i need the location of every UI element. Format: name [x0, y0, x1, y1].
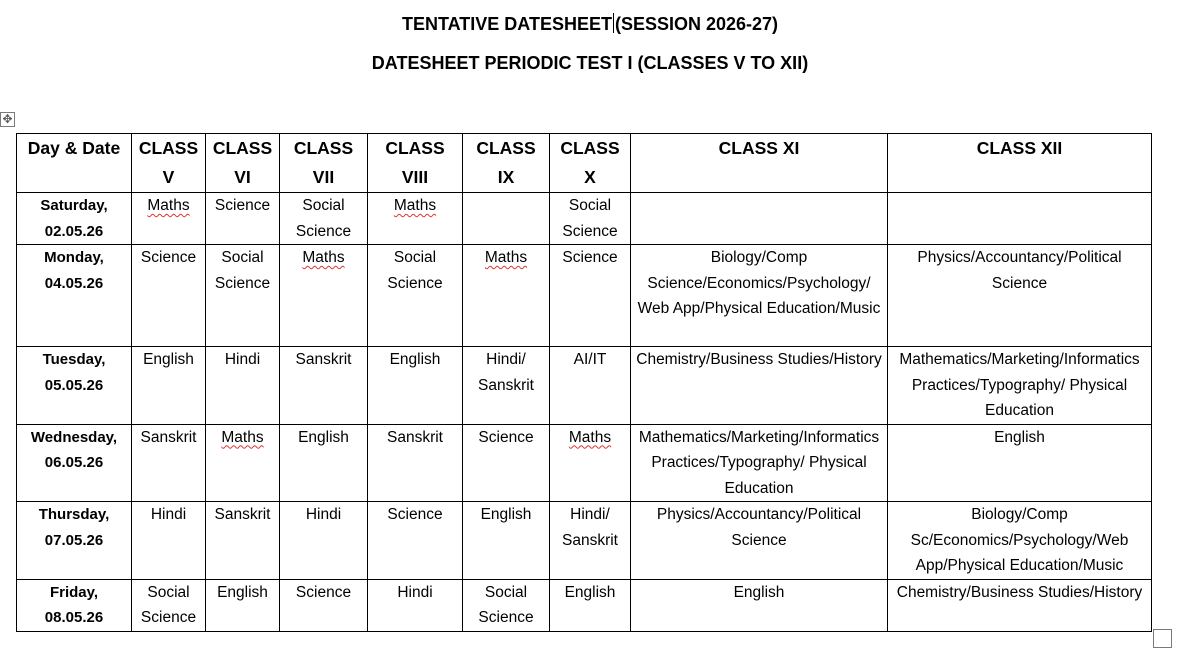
subject-cell[interactable]: AI/IT: [550, 347, 631, 425]
day-date-cell[interactable]: [17, 424, 132, 502]
day-label: Monday,: [44, 249, 104, 266]
subject-cell[interactable]: Biology/Comp Science/Economics/Psychology/ Web App/Physical Education/Music: [631, 245, 888, 347]
subject-cell[interactable]: English: [550, 579, 631, 631]
date-label: 04.05.26: [44, 274, 104, 292]
subject-cell[interactable]: Science: [550, 245, 631, 347]
subject-cell[interactable]: English: [888, 424, 1152, 502]
table-row: [17, 424, 1152, 502]
subject-cell[interactable]: Science: [132, 245, 206, 347]
subject-cell[interactable]: Social Science: [550, 193, 631, 245]
date-label: 02.05.26: [44, 222, 104, 240]
header-cell[interactable]: CLASS V: [132, 134, 206, 193]
subject-cell[interactable]: [550, 424, 631, 502]
subject-text: Maths: [568, 428, 612, 446]
subject-cell[interactable]: Social Science: [368, 245, 463, 347]
title-main: TENTATIVE DATESHEET: [401, 14, 612, 34]
day-date-cell[interactable]: [17, 245, 132, 347]
subject-cell[interactable]: Physics/Accountancy/Political Science: [888, 245, 1152, 347]
table-row: [17, 579, 1152, 631]
date-label: 08.05.26: [44, 609, 104, 626]
document-subtitle: DATESHEET PERIODIC TEST I (CLASSES V TO XII): [371, 53, 809, 73]
subject-cell[interactable]: Chemistry/Business Studies/History: [888, 579, 1152, 631]
subject-cell[interactable]: Hindi: [206, 347, 280, 425]
table-row: [17, 193, 1152, 245]
subject-cell[interactable]: Social Science: [206, 245, 280, 347]
subject-cell[interactable]: Social Science: [132, 579, 206, 631]
subject-cell[interactable]: Social Science: [463, 579, 550, 631]
subject-cell[interactable]: Sanskrit: [368, 424, 463, 502]
subject-cell[interactable]: Hindi: [280, 502, 368, 580]
datesheet-table: [16, 133, 1152, 632]
subject-text: Maths: [484, 249, 528, 266]
day-date-cell[interactable]: [17, 579, 132, 631]
text-cursor: [613, 13, 614, 33]
subject-cell[interactable]: Sanskrit: [206, 502, 280, 580]
table-row: [17, 347, 1152, 425]
subject-cell[interactable]: Mathematics/Marketing/Informatics Practices/Typography/ Physical Education: [631, 424, 888, 502]
header-cell[interactable]: CLASS VIII: [368, 134, 463, 193]
title-session: (SESSION 2026-27): [614, 14, 779, 34]
subject-cell[interactable]: [280, 245, 368, 347]
subject-cell[interactable]: Biology/Comp Sc/Economics/Psychology/Web App/Physical Education/Music: [888, 502, 1152, 580]
subject-text: Maths: [147, 197, 190, 214]
subject-cell[interactable]: English: [368, 347, 463, 425]
date-label: 07.05.26: [44, 531, 104, 549]
subject-cell[interactable]: [463, 193, 550, 245]
header-row: [17, 134, 1152, 193]
day-date-cell[interactable]: [17, 193, 132, 245]
subject-text: Maths: [221, 428, 264, 446]
header-cell[interactable]: CLASS IX: [463, 134, 550, 193]
header-cell[interactable]: CLASS VI: [206, 134, 280, 193]
subject-cell[interactable]: Social Science: [280, 193, 368, 245]
header-cell[interactable]: CLASS XII: [888, 134, 1152, 193]
subject-cell[interactable]: Chemistry/Business Studies/History: [631, 347, 888, 425]
subject-cell[interactable]: Hindi: [368, 579, 463, 631]
subject-cell[interactable]: English: [132, 347, 206, 425]
subject-cell[interactable]: Science: [368, 502, 463, 580]
subject-cell[interactable]: Science: [280, 579, 368, 631]
subject-cell[interactable]: Mathematics/Marketing/Informatics Practices/Typography/ Physical Education: [888, 347, 1152, 425]
subject-cell[interactable]: Science: [206, 193, 280, 245]
subject-cell[interactable]: [888, 193, 1152, 245]
subject-text: Maths: [393, 197, 437, 214]
subject-cell[interactable]: Science: [463, 424, 550, 502]
subject-cell[interactable]: Hindi: [132, 502, 206, 580]
table-resize-handle-icon[interactable]: [1153, 629, 1172, 648]
day-label: Saturday,: [40, 197, 108, 214]
date-label: 06.05.26: [44, 454, 104, 471]
table-move-handle-icon[interactable]: ✥: [0, 112, 15, 127]
document-title: [0, 13, 1180, 35]
day-date-cell[interactable]: [17, 502, 132, 580]
subject-cell[interactable]: [206, 424, 280, 502]
header-cell[interactable]: CLASS X: [550, 134, 631, 193]
subject-cell[interactable]: [132, 193, 206, 245]
day-label: Friday,: [49, 583, 99, 601]
subject-cell[interactable]: Hindi/ Sanskrit: [550, 502, 631, 580]
header-cell[interactable]: CLASS XI: [631, 134, 888, 193]
day-label: Tuesday,: [42, 351, 106, 368]
subject-cell[interactable]: English: [631, 579, 888, 631]
day-label: Thursday,: [38, 506, 110, 523]
subject-cell[interactable]: English: [463, 502, 550, 580]
subject-cell[interactable]: Sanskrit: [132, 424, 206, 502]
subject-cell[interactable]: Physics/Accountancy/Political Science: [631, 502, 888, 580]
table-row: [17, 502, 1152, 580]
header-cell[interactable]: Day & Date: [17, 134, 132, 193]
table-row: [17, 245, 1152, 347]
subject-cell[interactable]: [368, 193, 463, 245]
subject-cell[interactable]: Sanskrit: [280, 347, 368, 425]
subject-cell[interactable]: English: [206, 579, 280, 631]
subject-text: Maths: [302, 249, 345, 266]
subject-cell[interactable]: [463, 245, 550, 347]
subject-cell[interactable]: Hindi/ Sanskrit: [463, 347, 550, 425]
subject-cell[interactable]: English: [280, 424, 368, 502]
header-cell[interactable]: CLASS VII: [280, 134, 368, 193]
day-label: Wednesday,: [30, 428, 118, 446]
date-label: 05.05.26: [44, 376, 104, 394]
day-date-cell[interactable]: [17, 347, 132, 425]
subject-cell[interactable]: [631, 193, 888, 245]
